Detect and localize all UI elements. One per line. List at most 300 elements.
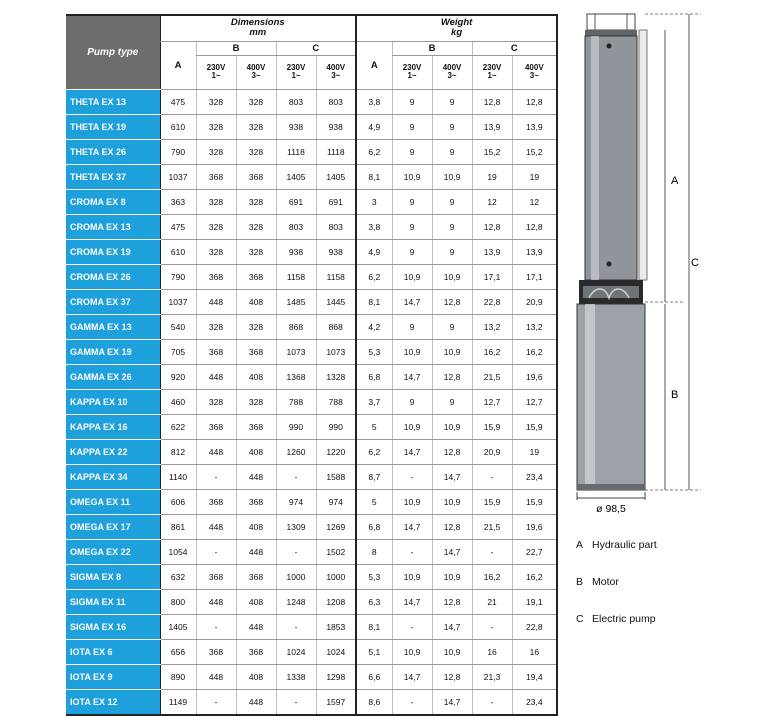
pump-name-cell: KAPPA EX 22 <box>66 439 160 464</box>
dimension-cell: 622 <box>160 414 196 439</box>
pump-name-cell: THETA EX 19 <box>66 114 160 139</box>
weight-cell: 9 <box>392 89 432 114</box>
dimension-cell: 656 <box>160 639 196 664</box>
weight-cell: 12,8 <box>432 439 472 464</box>
weight-cell: 12,7 <box>512 389 557 414</box>
dimension-cell: 368 <box>236 414 276 439</box>
dimension-cell: 1024 <box>276 639 316 664</box>
legend-item-c <box>576 613 656 625</box>
table-row <box>66 89 557 114</box>
weight-cell: 12,8 <box>472 214 512 239</box>
dimension-cell: 328 <box>236 139 276 164</box>
weight-cell: 15,9 <box>512 489 557 514</box>
dimension-cell: 368 <box>196 564 236 589</box>
pump-name-cell: OMEGA EX 17 <box>66 514 160 539</box>
weight-cell: 4,9 <box>356 239 392 264</box>
dimension-cell: 328 <box>196 389 236 414</box>
table-row <box>66 139 557 164</box>
weight-cell: 10,9 <box>392 414 432 439</box>
weight-cell: 23,4 <box>512 464 557 489</box>
weight-cell: 6,2 <box>356 139 392 164</box>
weight-cell: 12,8 <box>432 289 472 314</box>
dimension-cell: 328 <box>196 239 236 264</box>
dimension-cell: 448 <box>196 289 236 314</box>
dimension-cell: 974 <box>276 489 316 514</box>
dimension-cell: 1158 <box>316 264 356 289</box>
weight-cell: 12,8 <box>432 664 472 689</box>
table-row <box>66 189 557 214</box>
dimension-cell: 803 <box>316 89 356 114</box>
dimension-cell: 448 <box>196 664 236 689</box>
pump-name-cell: GAMMA EX 13 <box>66 314 160 339</box>
dimension-cell: 408 <box>236 364 276 389</box>
dimension-cell: 1445 <box>316 289 356 314</box>
table-row <box>66 389 557 414</box>
dimension-cell: 705 <box>160 339 196 364</box>
dimension-cell: 368 <box>236 564 276 589</box>
pump-name-cell: GAMMA EX 19 <box>66 339 160 364</box>
weight-cell: 23,4 <box>512 689 557 715</box>
dimension-cell: 328 <box>196 89 236 114</box>
weight-cell: 10,9 <box>392 264 432 289</box>
weight-cell: 9 <box>432 114 472 139</box>
dim-label-b: B <box>671 389 679 401</box>
phase-label: 1~ <box>211 71 221 80</box>
dimension-cell: 1260 <box>276 439 316 464</box>
dimension-cell: - <box>196 464 236 489</box>
dimension-cell: 790 <box>160 264 196 289</box>
weight-cell: 5,1 <box>356 639 392 664</box>
pump-name-cell: CROMA EX 8 <box>66 189 160 214</box>
dimension-cell: 1405 <box>316 164 356 189</box>
weight-cell: 14,7 <box>432 464 472 489</box>
pump-name-cell: SIGMA EX 8 <box>66 564 160 589</box>
weight-cell: 19 <box>512 439 557 464</box>
dimension-cell: 328 <box>236 114 276 139</box>
pump-name-cell: THETA EX 13 <box>66 89 160 114</box>
dimension-cell: 1073 <box>316 339 356 364</box>
dimension-cell: 328 <box>236 314 276 339</box>
table-row <box>66 489 557 514</box>
weight-cell: 10,9 <box>432 564 472 589</box>
dimension-cell: 328 <box>236 214 276 239</box>
dimensions-title: Dimensions <box>230 17 285 29</box>
weight-cell: 15,2 <box>512 139 557 164</box>
dimension-cell: 938 <box>276 239 316 264</box>
weight-cell: 21,3 <box>472 664 512 689</box>
dimension-cell: 448 <box>236 689 276 715</box>
weight-cell: 6,8 <box>356 364 392 389</box>
weight-cell: 4,9 <box>356 114 392 139</box>
dimension-cell: 368 <box>236 264 276 289</box>
weight-cell: 13,2 <box>512 314 557 339</box>
weight-cell: 10,9 <box>392 489 432 514</box>
table-row <box>66 539 557 564</box>
pump-rows <box>66 89 557 715</box>
dimensions-header <box>160 15 356 41</box>
dimension-cell: 408 <box>236 589 276 614</box>
dimension-cell: 1853 <box>316 614 356 639</box>
weight-header <box>356 15 557 41</box>
weight-cell: 16 <box>472 639 512 664</box>
weight-cell: 21,5 <box>472 514 512 539</box>
weight-cell: 5,3 <box>356 339 392 364</box>
weight-cell: 9 <box>392 239 432 264</box>
voltage-subheader <box>316 55 356 89</box>
dimension-cell: 812 <box>160 439 196 464</box>
pump-name-cell: IOTA EX 6 <box>66 639 160 664</box>
weight-cell: 4,2 <box>356 314 392 339</box>
dimension-cell: 328 <box>196 189 236 214</box>
dimension-cell: 368 <box>236 639 276 664</box>
voltage-label: 230V <box>206 62 226 72</box>
table-row <box>66 589 557 614</box>
weight-cell: 17,1 <box>472 264 512 289</box>
dimension-cell: 1368 <box>276 364 316 389</box>
table-row <box>66 689 557 715</box>
weight-cell: 6,3 <box>356 589 392 614</box>
dimension-cell: 408 <box>236 664 276 689</box>
dimension-cell: 632 <box>160 564 196 589</box>
dimension-extension-lines <box>645 14 701 490</box>
dimension-cell: 1037 <box>160 164 196 189</box>
weight-cell: 10,9 <box>392 339 432 364</box>
voltage-label: 230V <box>482 62 502 72</box>
dimension-cell: 328 <box>196 114 236 139</box>
weight-cell: 13,9 <box>472 239 512 264</box>
weight-cell: 19,6 <box>512 364 557 389</box>
weight-cell: 12,8 <box>512 89 557 114</box>
weight-cell: 12,7 <box>472 389 512 414</box>
voltage-label: 400V <box>326 62 346 72</box>
weight-cell: 5 <box>356 414 392 439</box>
weight-cell: 9 <box>392 314 432 339</box>
weight-cell: - <box>392 614 432 639</box>
table-row <box>66 464 557 489</box>
dimension-cell: 328 <box>196 214 236 239</box>
dimensions-unit: mm <box>249 27 267 39</box>
weight-cell: 3,8 <box>356 214 392 239</box>
dimension-cell: - <box>196 689 236 715</box>
pump-name-cell: CROMA EX 19 <box>66 239 160 264</box>
pump-name-cell: CROMA EX 13 <box>66 214 160 239</box>
weight-cell: 9 <box>392 139 432 164</box>
phase-label: 1~ <box>487 71 497 80</box>
table-row <box>66 564 557 589</box>
weight-cell: 8,1 <box>356 164 392 189</box>
dimension-cell: 1405 <box>276 164 316 189</box>
dimension-cell: 868 <box>276 314 316 339</box>
dimension-cell: 540 <box>160 314 196 339</box>
dimension-cell: 1118 <box>276 139 316 164</box>
weight-cell: 9 <box>432 189 472 214</box>
dimension-cell: 803 <box>276 214 316 239</box>
phase-label: 3~ <box>331 71 341 80</box>
weight-cell: 22,8 <box>472 289 512 314</box>
dimension-cell: 1158 <box>276 264 316 289</box>
weight-cell: 12,8 <box>512 214 557 239</box>
dimension-cell: 1248 <box>276 589 316 614</box>
dimension-cell: - <box>276 464 316 489</box>
dim-b-header: B <box>196 41 276 55</box>
dimension-cell: 368 <box>236 164 276 189</box>
cable-guard <box>639 30 647 280</box>
dimension-cell: 328 <box>196 314 236 339</box>
pump-name-cell: KAPPA EX 10 <box>66 389 160 414</box>
dimension-cell: 610 <box>160 114 196 139</box>
table-row <box>66 164 557 189</box>
weight-cell: 10,9 <box>432 639 472 664</box>
weight-cell: 8,7 <box>356 464 392 489</box>
weight-cell: 10,9 <box>432 264 472 289</box>
weight-cell: - <box>472 539 512 564</box>
dimension-cell: 788 <box>276 389 316 414</box>
phase-label: 1~ <box>291 71 301 80</box>
weight-cell: 8,6 <box>356 689 392 715</box>
dimension-cell: - <box>276 689 316 715</box>
dimension-cell: 803 <box>316 214 356 239</box>
dimension-cell: 448 <box>196 439 236 464</box>
weight-cell: 9 <box>432 314 472 339</box>
weight-cell: 3 <box>356 189 392 214</box>
phase-label: 3~ <box>529 71 539 80</box>
pump-name-cell: IOTA EX 9 <box>66 664 160 689</box>
weight-cell: 14,7 <box>392 289 432 314</box>
weight-cell: 8,1 <box>356 614 392 639</box>
weight-cell: 9 <box>432 139 472 164</box>
table-row <box>66 314 557 339</box>
weight-cell: 16 <box>512 639 557 664</box>
dim-c-header: C <box>276 41 356 55</box>
dimension-lines <box>665 14 689 490</box>
dimension-cell: 1502 <box>316 539 356 564</box>
weight-cell: 9 <box>392 189 432 214</box>
weight-cell: 3,8 <box>356 89 392 114</box>
dimension-cell: 408 <box>236 514 276 539</box>
dimension-cell: 610 <box>160 239 196 264</box>
dimension-cell: 1298 <box>316 664 356 689</box>
weight-cell: 14,7 <box>432 539 472 564</box>
weight-cell: 15,9 <box>472 489 512 514</box>
table-row <box>66 364 557 389</box>
dimension-cell: 868 <box>316 314 356 339</box>
dimension-cell: 475 <box>160 214 196 239</box>
dimension-cell: 990 <box>316 414 356 439</box>
weight-cell: 6,8 <box>356 514 392 539</box>
weight-cell: 12 <box>512 189 557 214</box>
legend-text: Hydraulic part <box>592 539 657 551</box>
voltage-subheader <box>432 55 472 89</box>
dimension-cell: 408 <box>236 289 276 314</box>
weight-cell: 6,2 <box>356 264 392 289</box>
dimension-cell: 1118 <box>316 139 356 164</box>
pump-name-cell: KAPPA EX 16 <box>66 414 160 439</box>
dimension-cell: 448 <box>196 589 236 614</box>
dimension-cell: 368 <box>196 339 236 364</box>
voltage-label: 400V <box>442 62 462 72</box>
dimension-cell: 1024 <box>316 639 356 664</box>
phase-label: 3~ <box>251 71 261 80</box>
voltage-subheader <box>392 55 432 89</box>
weight-cell: 15,9 <box>472 414 512 439</box>
voltage-subheader <box>236 55 276 89</box>
dimension-cell: 790 <box>160 139 196 164</box>
dimension-cell: 861 <box>160 514 196 539</box>
dimension-cell: 1405 <box>160 614 196 639</box>
weight-cell: 14,7 <box>432 689 472 715</box>
suction-grid <box>583 286 639 298</box>
pump-name-cell: IOTA EX 12 <box>66 689 160 715</box>
wt-a-header: A <box>356 41 392 89</box>
dimension-cell: 448 <box>196 364 236 389</box>
pump-name-cell: CROMA EX 26 <box>66 264 160 289</box>
legend-text: Motor <box>592 576 619 588</box>
weight-cell: - <box>392 464 432 489</box>
dimension-cell: 803 <box>276 89 316 114</box>
weight-cell: 19,6 <box>512 514 557 539</box>
weight-cell: 9 <box>432 89 472 114</box>
table-row <box>66 339 557 364</box>
weight-cell: 9 <box>432 239 472 264</box>
pump-name-cell: SIGMA EX 11 <box>66 589 160 614</box>
dimension-cell: 328 <box>236 389 276 414</box>
table-row <box>66 639 557 664</box>
weight-cell: - <box>392 539 432 564</box>
weight-cell: 10,9 <box>392 164 432 189</box>
dimension-cell: 1269 <box>316 514 356 539</box>
pump-dimensions-table <box>66 14 558 716</box>
voltage-subheader <box>196 55 236 89</box>
dimension-cell: 1149 <box>160 689 196 715</box>
weight-cell: 5,3 <box>356 564 392 589</box>
weight-cell: 21,5 <box>472 364 512 389</box>
dimension-cell: 368 <box>196 164 236 189</box>
voltage-label: 400V <box>246 62 266 72</box>
weight-cell: 17,1 <box>512 264 557 289</box>
legend-text: Electric pump <box>592 613 656 625</box>
pump-top-cap <box>587 14 635 30</box>
weight-cell: 13,9 <box>512 114 557 139</box>
weight-title: Weight <box>440 17 473 29</box>
dimension-cell: 1309 <box>276 514 316 539</box>
weight-cell: 12 <box>472 189 512 214</box>
dimension-cell: 328 <box>236 189 276 214</box>
weight-cell: - <box>472 614 512 639</box>
weight-cell: - <box>472 689 512 715</box>
dimension-cell: 974 <box>316 489 356 514</box>
dimension-cell: 368 <box>196 489 236 514</box>
dimension-cell: 1338 <box>276 664 316 689</box>
dimension-cell: 328 <box>236 239 276 264</box>
weight-cell: 10,9 <box>392 564 432 589</box>
weight-cell: 10,9 <box>432 414 472 439</box>
weight-cell: 22,7 <box>512 539 557 564</box>
weight-cell: 15,9 <box>512 414 557 439</box>
weight-cell: 16,2 <box>472 339 512 364</box>
dimension-cell: 408 <box>236 439 276 464</box>
phase-label: 3~ <box>447 71 457 80</box>
weight-cell: 8 <box>356 539 392 564</box>
dimension-cell: 1000 <box>316 564 356 589</box>
dimension-cell: 368 <box>196 414 236 439</box>
dimension-cell: 475 <box>160 89 196 114</box>
voltage-subheader <box>512 55 557 89</box>
weight-cell: 12,8 <box>432 589 472 614</box>
table-row <box>66 114 557 139</box>
wt-b-header: B <box>392 41 472 55</box>
motor-highlight <box>585 304 595 490</box>
dimension-cell: 938 <box>276 114 316 139</box>
pump-name-cell: THETA EX 37 <box>66 164 160 189</box>
weight-cell: 8,1 <box>356 289 392 314</box>
pump-name-cell: CROMA EX 37 <box>66 289 160 314</box>
dimension-cell: 1328 <box>316 364 356 389</box>
wt-c-header: C <box>472 41 557 55</box>
phase-label: 1~ <box>407 71 417 80</box>
weight-cell: 14,7 <box>392 589 432 614</box>
weight-cell: 22,8 <box>512 614 557 639</box>
dimension-cell: 990 <box>276 414 316 439</box>
weight-cell: 19,1 <box>512 589 557 614</box>
weight-cell: 21 <box>472 589 512 614</box>
voltage-label: 400V <box>524 62 544 72</box>
weight-cell: 15,2 <box>472 139 512 164</box>
dimension-cell: 363 <box>160 189 196 214</box>
table-row <box>66 289 557 314</box>
weight-cell: 14,7 <box>392 364 432 389</box>
dim-label-a: A <box>671 175 679 187</box>
dimension-cell: 606 <box>160 489 196 514</box>
dimension-cell: 448 <box>236 539 276 564</box>
bolt-icon <box>607 262 612 267</box>
weight-cell: 14,7 <box>392 514 432 539</box>
table-row <box>66 239 557 264</box>
weight-cell: 19,4 <box>512 664 557 689</box>
diameter-label: ø 98,5 <box>596 503 626 515</box>
dimension-cell: 368 <box>196 639 236 664</box>
dimension-cell: 938 <box>316 114 356 139</box>
bolt-icon <box>607 44 612 49</box>
weight-cell: 14,7 <box>392 439 432 464</box>
dimension-cell: 368 <box>236 339 276 364</box>
pump-name-cell: KAPPA EX 34 <box>66 464 160 489</box>
motor-base <box>577 484 645 490</box>
dimension-cell: 368 <box>196 264 236 289</box>
weight-cell: 14,7 <box>432 614 472 639</box>
voltage-label: 230V <box>402 62 422 72</box>
weight-cell: 16,2 <box>512 339 557 364</box>
dimension-cell: 448 <box>236 464 276 489</box>
table-row <box>66 214 557 239</box>
dimension-cell: 1220 <box>316 439 356 464</box>
dimension-cell: 1588 <box>316 464 356 489</box>
weight-unit: kg <box>451 27 463 39</box>
dimension-cell: 800 <box>160 589 196 614</box>
weight-cell: 6,6 <box>356 664 392 689</box>
dimension-cell: 890 <box>160 664 196 689</box>
pump-name-cell: OMEGA EX 11 <box>66 489 160 514</box>
pump-diagram <box>565 8 761 528</box>
dimension-cell: 328 <box>236 89 276 114</box>
pump-collar <box>585 30 637 36</box>
weight-cell: 10,9 <box>392 639 432 664</box>
legend-key: C <box>576 613 584 625</box>
weight-cell: 9 <box>432 214 472 239</box>
voltage-subheader <box>472 55 512 89</box>
pump-name-cell: THETA EX 26 <box>66 139 160 164</box>
pump-name-cell: SIGMA EX 16 <box>66 614 160 639</box>
weight-cell: 10,9 <box>432 489 472 514</box>
